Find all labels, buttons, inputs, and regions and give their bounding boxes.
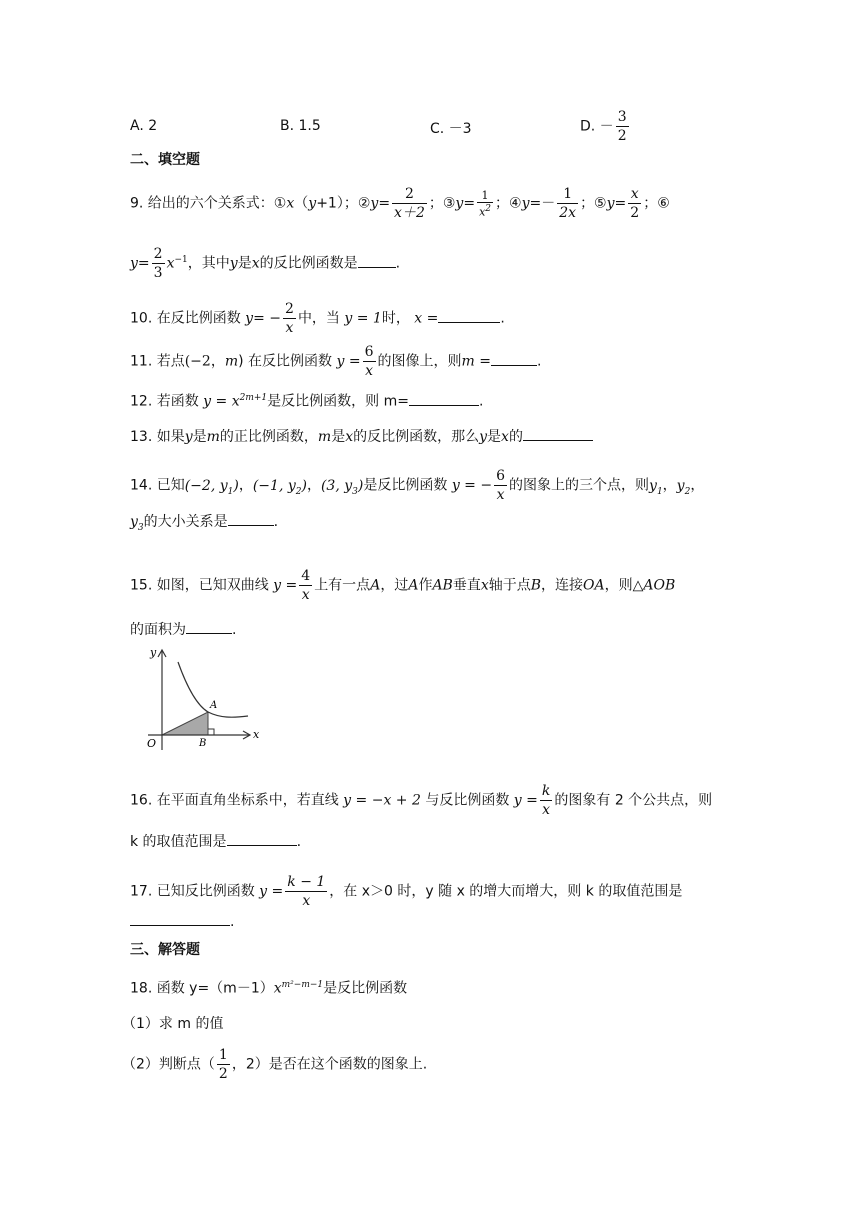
question-10 bbox=[130, 300, 505, 337]
q11-eq: y = bbox=[336, 353, 361, 370]
q10-text1: 10. 在反比例函数 bbox=[130, 310, 241, 327]
option-b: B. 1.5 bbox=[280, 118, 321, 134]
q9-l2-end: . bbox=[395, 255, 401, 272]
q9-eq3: = bbox=[463, 195, 476, 212]
q11-point: (−2， bbox=[184, 353, 225, 370]
question-16-line2 bbox=[130, 832, 301, 852]
q14-s2: 2 bbox=[295, 486, 302, 497]
q18-frac bbox=[217, 1046, 230, 1083]
q16-text3: 的图象有 2 个公共点，则 bbox=[554, 792, 713, 809]
q16-frac-den: x bbox=[540, 800, 552, 819]
q17-frac-num: k − 1 bbox=[287, 874, 326, 890]
q9-frac2 bbox=[392, 185, 427, 222]
q14-y1 bbox=[649, 477, 663, 497]
q9-text6: ；⑥ bbox=[643, 195, 670, 212]
q15-text2: 上有一点 bbox=[314, 577, 371, 594]
q9-frac5 bbox=[628, 185, 641, 222]
q9-l2-eq: = bbox=[137, 255, 150, 272]
q9-l2-y: y bbox=[130, 255, 138, 272]
question-18 bbox=[130, 975, 407, 999]
q14-comma1: ， bbox=[238, 477, 253, 494]
q15-answer-blank[interactable] bbox=[186, 621, 232, 634]
q15-text6: 轴于点 bbox=[488, 577, 531, 594]
question-11 bbox=[130, 343, 541, 380]
q14-comma3: ， bbox=[662, 477, 677, 494]
q15-frac-num: 4 bbox=[301, 568, 311, 584]
q9-l2-text2: 是 bbox=[237, 255, 252, 272]
q10-value: y = 1 bbox=[344, 310, 382, 327]
q9-frac5-num: x bbox=[630, 186, 639, 202]
figure-y-label: y bbox=[150, 646, 157, 659]
q16-frac-num: k bbox=[541, 783, 551, 799]
q15-text7: ，连接 bbox=[541, 577, 584, 594]
q9-frac5-den: 2 bbox=[630, 205, 640, 221]
q9-frac6-num: 2 bbox=[153, 246, 163, 262]
q9-frac6-den: 3 bbox=[153, 265, 163, 281]
q16-text2: 与反比例函数 bbox=[425, 792, 510, 809]
section-3-heading: 三、解答题 bbox=[130, 942, 200, 958]
q15-text5: 垂直 bbox=[452, 577, 481, 594]
q16-l2-text: k 的取值范围是 bbox=[130, 834, 227, 850]
q14-eq: y = − bbox=[451, 477, 493, 494]
q9-text4: ；④ bbox=[495, 195, 522, 212]
q9-text5: ；⑤ bbox=[580, 195, 607, 212]
q14-c2: ) bbox=[301, 477, 307, 494]
figure-o-label: O bbox=[147, 737, 157, 750]
question-15-line2 bbox=[130, 620, 236, 640]
q13-m2: m bbox=[317, 429, 332, 445]
q9-y2: y bbox=[370, 195, 379, 212]
option-a: A. 2 bbox=[130, 118, 158, 134]
q14-text1: 14. 已知 bbox=[130, 477, 185, 494]
q15-end: . bbox=[232, 622, 237, 638]
q9-frac3 bbox=[477, 189, 493, 219]
q18-frac-den: 2 bbox=[218, 1066, 228, 1082]
q10-frac-den: x bbox=[283, 318, 296, 337]
q14-y1-y: y bbox=[649, 477, 657, 494]
q14-y3-y: y bbox=[130, 514, 138, 530]
q14-s1: 1 bbox=[227, 486, 234, 497]
q15-x: x bbox=[480, 577, 489, 594]
q13-text1: 13. 如果 bbox=[130, 429, 185, 445]
q14-end: . bbox=[273, 514, 279, 530]
q9-answer-blank[interactable] bbox=[358, 255, 396, 268]
q15-A: A bbox=[370, 577, 381, 594]
q18-frac-num: 1 bbox=[218, 1047, 228, 1063]
q14-y2 bbox=[676, 477, 691, 497]
q9-frac3-x: x bbox=[479, 205, 486, 219]
q9-l2-x2: x bbox=[251, 255, 260, 272]
q15-text1: 15. 如图，已知双曲线 bbox=[130, 577, 269, 594]
q13-m: m bbox=[206, 429, 220, 445]
q9-l2-text1: ，其中 bbox=[187, 255, 230, 272]
question-17-line2 bbox=[130, 912, 234, 932]
q13-y: y bbox=[184, 429, 193, 445]
q12-exp: 2m+1 bbox=[239, 393, 268, 403]
q15-frac-den: x bbox=[299, 585, 312, 604]
q9-y: y bbox=[308, 195, 317, 212]
question-16-line1 bbox=[130, 782, 712, 819]
q13-y2: y bbox=[479, 429, 488, 445]
q17-frac-den: x bbox=[285, 891, 327, 910]
q17-frac bbox=[285, 873, 327, 910]
q11-m: m bbox=[224, 353, 239, 370]
question-18-part2 bbox=[122, 1046, 427, 1083]
q15-text8: ，则 bbox=[604, 577, 633, 594]
q9-frac4-den: 2x bbox=[559, 205, 577, 221]
triangle-aob bbox=[162, 712, 208, 735]
q14-l2-text: 的大小关系是 bbox=[143, 514, 228, 530]
q18-p2-text1: （2）判断点（ bbox=[122, 1056, 215, 1073]
q9-eq5: = bbox=[614, 195, 627, 212]
q16-end: . bbox=[296, 834, 302, 850]
q9-frac3-sup: 2 bbox=[485, 203, 492, 214]
q14-p2: (−1, y bbox=[252, 477, 296, 494]
q14-frac bbox=[494, 467, 507, 504]
q12-text1: 12. 若函数 bbox=[130, 393, 199, 410]
q18-text2: 是反比例函数 bbox=[323, 980, 408, 997]
q17-text2: ，在 x＞0 时，y 随 x 的增大而增大，则 k 的取值范围是 bbox=[329, 883, 683, 900]
q13-text7: 的 bbox=[508, 429, 523, 445]
q9-l2-x: x bbox=[166, 255, 175, 272]
q9-l2-y2: y bbox=[229, 255, 238, 272]
q13-answer-blank[interactable] bbox=[523, 428, 593, 441]
q9-frac2-num: 2 bbox=[404, 186, 414, 202]
q16-answer-blank[interactable] bbox=[227, 833, 297, 846]
option-d-fraction bbox=[616, 108, 629, 145]
q14-y3 bbox=[130, 514, 144, 533]
q13-text6: 是 bbox=[487, 429, 502, 445]
q15-OA: OA bbox=[583, 577, 605, 594]
figure-a-label: A bbox=[210, 700, 218, 711]
q14-comma4: ， bbox=[690, 477, 705, 494]
q17-eq: y = bbox=[259, 883, 284, 900]
q9-text3: ；③ bbox=[428, 195, 456, 212]
q14-text2: 是反比例函数 bbox=[363, 477, 448, 494]
q10-frac bbox=[283, 300, 296, 337]
question-15-line1 bbox=[130, 567, 675, 604]
q14-answer-blank[interactable] bbox=[228, 513, 274, 526]
q13-x2: x bbox=[501, 429, 509, 445]
q11-end: . bbox=[536, 353, 542, 370]
q13-text3: 的正比例函数， bbox=[219, 429, 318, 445]
q9-y3: y bbox=[455, 195, 464, 212]
q16-line: y = −x + 2 bbox=[343, 792, 421, 809]
figure-b-label: B bbox=[199, 738, 207, 749]
q15-eq: y = bbox=[273, 577, 298, 594]
q9-frac4 bbox=[557, 185, 578, 222]
q14-y2-sub: 2 bbox=[684, 486, 691, 497]
q14-p1: (−2, y bbox=[184, 477, 228, 494]
q14-frac-num: 6 bbox=[496, 468, 506, 484]
q9-text2: +1）；② bbox=[316, 195, 371, 212]
q11-text2: ) 在反比例函数 bbox=[238, 353, 333, 370]
q15-l2-text: 的面积为 bbox=[130, 622, 186, 638]
question-9-line2 bbox=[130, 245, 400, 282]
q11-text3: 的图像上，则 bbox=[377, 353, 462, 370]
q14-point3 bbox=[320, 477, 364, 497]
q14-c3: ) bbox=[357, 477, 364, 494]
option-d-label: D. － bbox=[580, 118, 614, 135]
right-angle-mark bbox=[208, 729, 214, 735]
q11-m-eq: m = bbox=[461, 353, 491, 370]
q9-text: 9. 给出的六个关系式：① bbox=[130, 195, 287, 212]
q9-eq2: = bbox=[378, 195, 391, 212]
q16-eq: y = bbox=[513, 792, 538, 809]
q17-answer-blank[interactable] bbox=[130, 913, 230, 926]
question-18-part1: （1）求 m 的值 bbox=[122, 1016, 224, 1032]
q15-B: B bbox=[530, 577, 542, 594]
q10-frac-num: 2 bbox=[285, 301, 294, 317]
option-d-den: 2 bbox=[617, 128, 627, 144]
q15-text4: 作 bbox=[418, 577, 433, 594]
q10-y: y bbox=[245, 310, 254, 327]
q11-frac-num: 6 bbox=[364, 344, 374, 360]
q10-x: x = bbox=[414, 310, 439, 327]
q11-answer-blank[interactable] bbox=[491, 353, 537, 366]
q12-eq: y = x bbox=[203, 393, 240, 410]
q13-text5: 的反比例函数，那么 bbox=[353, 429, 480, 445]
q14-y1-sub: 1 bbox=[656, 486, 663, 497]
q18-exp: m²−m−1 bbox=[281, 980, 324, 990]
q16-text1: 16. 在平面直角坐标系中，若直线 bbox=[130, 792, 339, 809]
q10-eq: = − bbox=[253, 310, 282, 327]
q9-y4: y bbox=[521, 195, 530, 212]
question-13 bbox=[130, 427, 593, 447]
q15-triangle: △AOB bbox=[632, 577, 676, 594]
q15-A2: A bbox=[408, 577, 419, 594]
section-2-heading: 二、填空题 bbox=[130, 152, 200, 168]
q15-AB: AB bbox=[432, 577, 453, 594]
q14-text3: 的图象上的三个点，则 bbox=[509, 477, 650, 494]
question-9-line1 bbox=[130, 185, 670, 222]
q9-l2-exp: −1 bbox=[174, 254, 188, 265]
q11-frac bbox=[363, 343, 376, 380]
q10-end: . bbox=[500, 310, 505, 327]
option-c: C. －3 bbox=[430, 121, 472, 137]
q9-y5: y bbox=[606, 195, 615, 212]
q13-text4: 是 bbox=[331, 429, 346, 445]
q12-text2: 是反比例函数，则 m= bbox=[267, 393, 409, 410]
q18-text1: 18. 函数 y=（m－1） bbox=[130, 980, 274, 997]
q9-frac4-num: 1 bbox=[563, 186, 573, 202]
q14-c1: ) bbox=[233, 477, 239, 494]
q11-text1: 11. 若点 bbox=[130, 353, 185, 370]
q17-end: . bbox=[230, 914, 235, 930]
question-12 bbox=[130, 388, 483, 412]
q13-text2: 是 bbox=[192, 429, 207, 445]
q9-paren: （ bbox=[294, 195, 309, 212]
figure-x-label: x bbox=[253, 728, 260, 741]
q14-frac-den: x bbox=[494, 485, 507, 504]
q14-s3: 3 bbox=[352, 486, 358, 497]
q13-x: x bbox=[345, 429, 354, 445]
q11-frac-den: x bbox=[363, 361, 376, 380]
q14-point2 bbox=[252, 477, 307, 497]
q14-y3-sub: 3 bbox=[137, 522, 144, 533]
q10-text3: 时， bbox=[381, 310, 410, 327]
option-d-num: 3 bbox=[617, 109, 627, 125]
option-d bbox=[580, 108, 631, 145]
q14-point1 bbox=[184, 477, 239, 497]
q15-frac bbox=[299, 567, 312, 604]
q17-text1: 17. 已知反比例函数 bbox=[130, 883, 255, 900]
hyperbola-figure bbox=[140, 640, 270, 755]
q10-text2: 中，当 bbox=[297, 310, 340, 327]
question-14-line1 bbox=[130, 467, 704, 504]
q16-frac bbox=[540, 782, 552, 819]
q9-frac2-den: x＋2 bbox=[394, 205, 425, 221]
q15-text3: ，过 bbox=[380, 577, 409, 594]
q9-x: x bbox=[286, 195, 295, 212]
q14-y2-y: y bbox=[676, 477, 685, 494]
q18-p2-text2: ，2）是否在这个函数的图象上. bbox=[231, 1056, 428, 1073]
q9-eq4: =－ bbox=[529, 195, 556, 212]
q10-answer-blank[interactable] bbox=[438, 310, 500, 323]
q12-end: . bbox=[478, 393, 484, 410]
q9-l2-text3: 的反比例函数是 bbox=[259, 255, 358, 272]
q12-answer-blank[interactable] bbox=[409, 393, 479, 406]
q14-comma2: ， bbox=[306, 477, 321, 494]
q18-x: x bbox=[273, 980, 282, 997]
question-14-line2 bbox=[130, 512, 278, 538]
q9-frac3-den bbox=[477, 202, 493, 219]
question-17-line1 bbox=[130, 873, 682, 910]
q14-p3: (3, y bbox=[320, 477, 353, 494]
q9-frac6 bbox=[152, 245, 165, 282]
q9-frac3-num: 1 bbox=[481, 188, 489, 202]
